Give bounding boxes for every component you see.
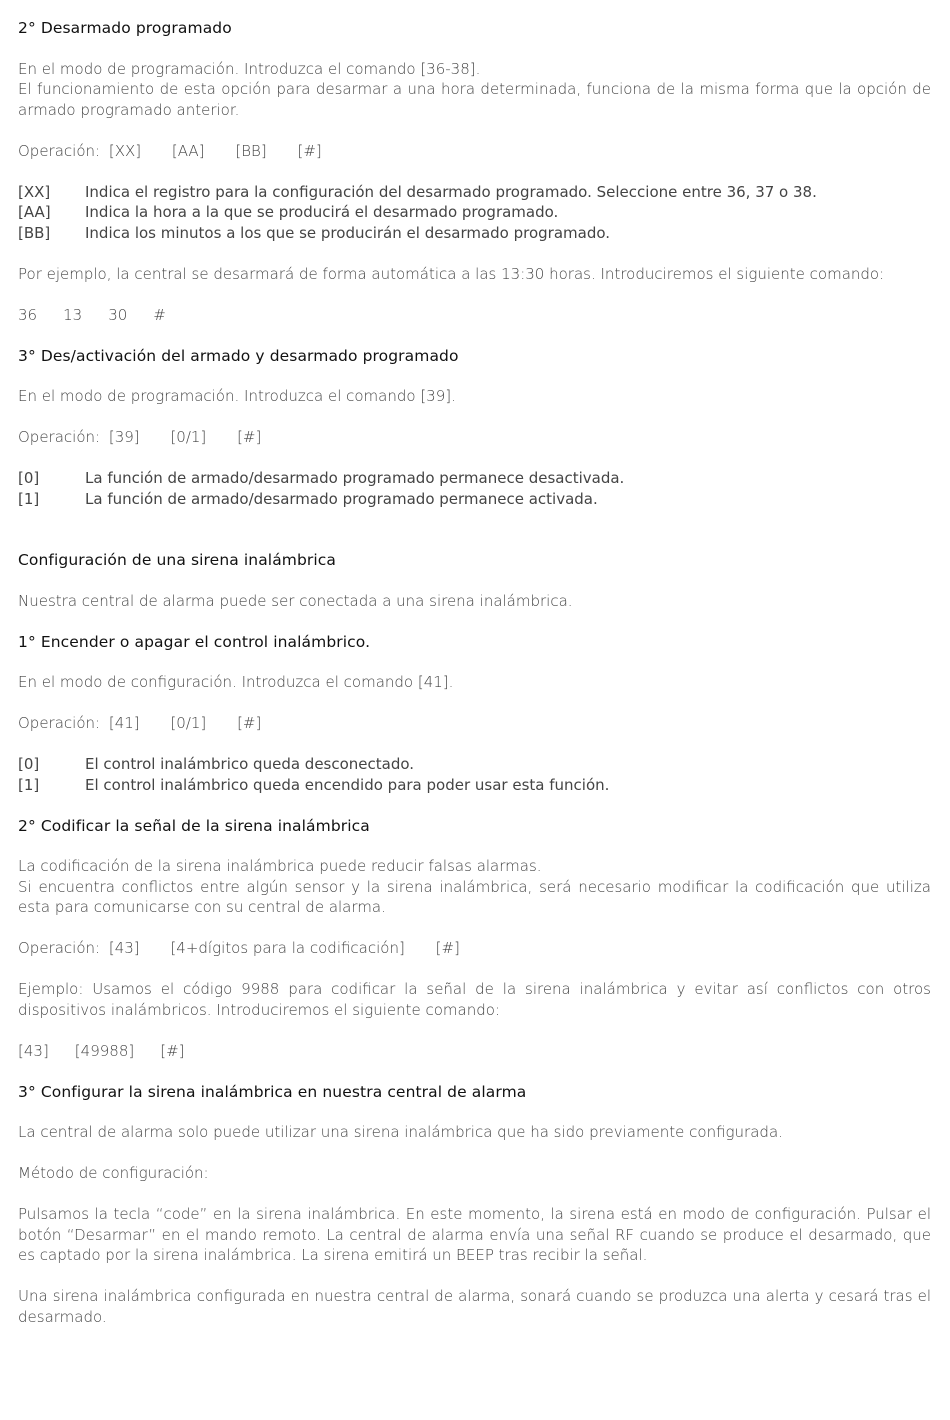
paragraph: Nuestra central de alarma puede ser conectada a una sirena inalámbrica. (18, 591, 573, 610)
section-title-encender-apagar: 1° Encender o apagar el control inalámbrico. (18, 632, 371, 651)
operation-token: [41] (108, 714, 140, 732)
definition-code: [0] (18, 469, 40, 487)
example-token: 30 (108, 305, 128, 324)
paragraph: Método de configuración: (18, 1164, 209, 1182)
operation-token: [AA] (171, 141, 205, 160)
paragraph: Una sirena inalámbrica configurada en nuestra central de alarma, sonará cuando se produzca una alerta y cesará tras el desarmado. (18, 1287, 931, 1326)
paragraph: En el modo de configuración. Introduzca el comando [41]. (18, 673, 454, 691)
definition-row (18, 775, 931, 796)
section-title-codificar: 2° Codificar la señal de la sirena inalámbrica (18, 816, 370, 835)
definition-text: Indica el registro para la configuración del desarmado programado. Seleccione entre 36, 37 o 38. (85, 182, 817, 201)
definition-text: El control inalámbrico queda desconectado. (85, 755, 415, 773)
definition-code: [AA] (18, 203, 51, 221)
definition-row (18, 202, 931, 223)
definition-code: [BB] (18, 223, 51, 242)
section-title-activacion: 3° Des/activación del armado y desarmado programado (18, 346, 459, 365)
section-title-sirena: Configuración de una sirena inalámbrica (18, 551, 337, 569)
operation-token: [#] (297, 141, 322, 160)
operation-label: Operación: (18, 939, 101, 957)
paragraph: Pulsamos la tecla “code” en la sirena inalámbrica. En este momento, la sirena está en modo de configuración. Pulsar el botón “Desarmar” en el mando remoto. La central de alarma envía una señal RF cuando se produce el desarmado, que es captado por la sirena inalámbrica. La sirena emitirá un BEEP tras recibir la señal. (18, 1205, 931, 1264)
example-token: [49988] (74, 1041, 135, 1060)
operation-label: Operación: (18, 714, 101, 732)
definition-code: [XX] (18, 182, 51, 201)
definition-code: [1] (18, 489, 40, 508)
definition-code: [0] (18, 755, 40, 773)
example-token: 36 (18, 305, 38, 324)
operation-token: [39] (108, 428, 140, 446)
definition-row (18, 182, 931, 203)
operation-token: [43] (108, 939, 140, 957)
paragraph: La central de alarma solo puede utilizar una sirena inalámbrica que ha sido previamente configurada. (18, 1123, 783, 1141)
operation-token: [0/1] (170, 428, 207, 446)
example-token: [43] (18, 1041, 49, 1060)
document-page (18, 18, 931, 1327)
paragraph: Ejemplo: Usamos el código 9988 para codificar la señal de la sirena inalámbrica y evitar así conflictos con otros dispositivos inalámbricos. Introduciremos el siguiente comando: (18, 980, 931, 1019)
operation-token: [0/1] (170, 714, 207, 732)
paragraph: Por ejemplo, la central se desarmará de forma automática a las 13:30 horas. Introduciremos el siguiente comando: (18, 264, 885, 283)
paragraph: En el modo de programación. Introduzca el comando [39]. (18, 387, 456, 405)
paragraph: En el modo de programación. Introduzca el comando [36-38]. (18, 59, 481, 78)
operation-line (18, 427, 931, 448)
definition-row (18, 754, 931, 775)
operation-line (18, 141, 931, 162)
definition-row (18, 489, 931, 510)
example-token: 13 (63, 305, 83, 324)
operation-token: [4+dígitos para la codificación] (170, 939, 405, 957)
paragraph: El funcionamiento de esta opción para desarmar a una hora determinada, funciona de la misma forma que la opción de armado programado anterior. (18, 80, 931, 119)
paragraph: La codificación de la sirena inalámbrica puede reducir falsas alarmas. (18, 857, 542, 875)
paragraph: Si encuentra conflictos entre algún sensor y la sirena inalámbrica, será necesario modificar la codificación que utiliza esta para comunicarse con su central de alarma. (18, 877, 931, 916)
definition-text: El control inalámbrico queda encendido para poder usar esta función. (85, 775, 610, 794)
operation-line (18, 713, 931, 734)
example-command (18, 305, 931, 326)
section-title-configurar-sirena: 3° Configurar la sirena inalámbrica en nuestra central de alarma (18, 1082, 527, 1101)
definition-row (18, 468, 931, 489)
definition-text: Indica la hora a la que se producirá el desarmado programado. (85, 203, 559, 221)
operation-token: [#] (237, 714, 262, 732)
section-title-desarmado-programado: 2° Desarmado programado (18, 19, 232, 37)
operation-token: [#] (237, 428, 262, 446)
operation-token: [#] (435, 939, 460, 957)
example-token: [#] (160, 1041, 185, 1060)
definition-text: La función de armado/desarmado programado permanece activada. (85, 489, 598, 508)
operation-line (18, 938, 931, 959)
definition-text: Indica los minutos a los que se producirán el desarmado programado. (85, 223, 611, 242)
operation-token: [XX] (108, 141, 142, 160)
example-command (18, 1041, 931, 1062)
operation-token: [BB] (235, 141, 267, 160)
operation-label: Operación: (18, 141, 101, 160)
operation-label: Operación: (18, 428, 101, 446)
example-token: # (153, 305, 166, 324)
definition-row (18, 223, 931, 244)
definition-text: La función de armado/desarmado programado permanece desactivada. (85, 469, 625, 487)
definition-code: [1] (18, 775, 40, 794)
